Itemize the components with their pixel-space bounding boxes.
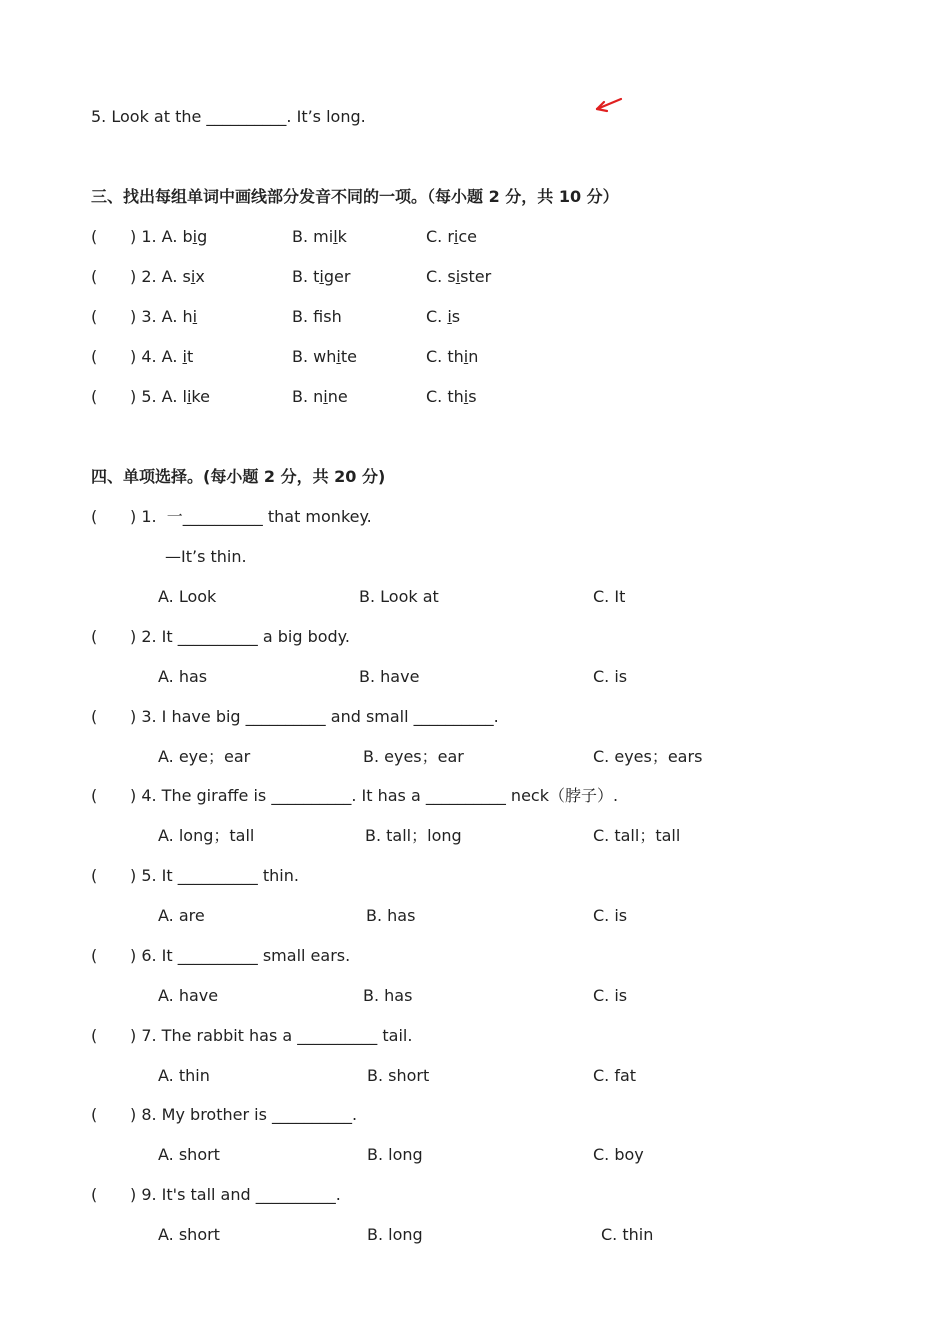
answer-paren: ( bbox=[91, 946, 98, 965]
option-a: A. short bbox=[158, 1145, 220, 1164]
option-c: C. is bbox=[593, 986, 628, 1005]
option-c: C. eyes；ears bbox=[593, 747, 703, 766]
option-c: C. tall；tall bbox=[593, 826, 681, 845]
option-c: C. boy bbox=[593, 1145, 644, 1164]
question-stem: ) 1. 一__________ that monkey. bbox=[130, 507, 372, 526]
option-a: A. thin bbox=[158, 1066, 210, 1085]
question-text: 5. Look at the __________. It’s long. bbox=[91, 107, 366, 126]
option-b: B. have bbox=[359, 667, 420, 686]
option-b: B. has bbox=[363, 986, 413, 1005]
section-title: 四、单项选择。(每小题 2 分，共 20 分) bbox=[91, 467, 386, 486]
option-c: C. thin bbox=[601, 1225, 654, 1244]
option-a: A. short bbox=[158, 1225, 220, 1244]
answer-paren: ( bbox=[91, 267, 98, 286]
option-c: C. is bbox=[593, 667, 628, 686]
option-b: B. milk bbox=[292, 227, 347, 246]
question-stem: ) 4. The giraffe is __________. It has a __________ neck（脖子）. bbox=[130, 786, 619, 805]
option-b: B. nine bbox=[292, 387, 348, 406]
question-stem: ) 9. It's tall and __________. bbox=[130, 1185, 341, 1204]
answer-paren: ( bbox=[91, 866, 98, 885]
option-c: C. thin bbox=[426, 347, 479, 366]
question-stem: ) 3. I have big __________ and small __________. bbox=[130, 707, 499, 726]
option-b: B. tall；long bbox=[365, 826, 462, 845]
option-c: C. fat bbox=[593, 1066, 637, 1085]
option-b: B. has bbox=[366, 906, 416, 925]
answer-paren: ( bbox=[91, 1105, 98, 1124]
answer-paren: ( bbox=[91, 707, 98, 726]
option-a: A. have bbox=[158, 986, 219, 1005]
answer-paren: ( bbox=[91, 507, 98, 526]
option-a: A. has bbox=[158, 667, 208, 686]
option-b: B. long bbox=[367, 1225, 423, 1244]
question-stem: ) 5. It __________ thin. bbox=[130, 866, 299, 885]
option-c: C. is bbox=[593, 906, 628, 925]
option-a: ) 3. A. hi bbox=[130, 307, 198, 326]
question-stem: ) 2. It __________ a big body. bbox=[130, 627, 350, 646]
question-stem: ) 8. My brother is __________. bbox=[130, 1105, 358, 1124]
question-stem: ) 7. The rabbit has a __________ tail. bbox=[130, 1026, 413, 1045]
option-c: C. this bbox=[426, 387, 477, 406]
option-a: A. eye；ear bbox=[158, 747, 251, 766]
option-b: B. long bbox=[367, 1145, 423, 1164]
answer-paren: ( bbox=[91, 1026, 98, 1045]
option-c: C. rice bbox=[426, 227, 478, 246]
option-a: A. are bbox=[158, 906, 205, 925]
section-title: 三、找出每组单词中画线部分发音不同的一项。（每小题 2 分，共 10 分） bbox=[91, 187, 619, 206]
answer-paren: ( bbox=[91, 347, 98, 366]
option-a: ) 1. A. big bbox=[130, 227, 208, 246]
option-b: B. tiger bbox=[292, 267, 351, 286]
option-a: A. Look bbox=[158, 587, 217, 606]
option-b: B. fsh bbox=[292, 307, 342, 326]
option-a: ) 4. A. it bbox=[130, 347, 194, 366]
option-c: C. It bbox=[593, 587, 626, 606]
answer-paren: ( bbox=[91, 627, 98, 646]
option-b: B. white bbox=[292, 347, 357, 366]
answer-paren: ( bbox=[91, 227, 98, 246]
option-c: C. is bbox=[426, 307, 461, 326]
answer-paren: ( bbox=[91, 786, 98, 805]
question-reply: —It’s thin. bbox=[165, 547, 247, 566]
question-stem: ) 6. It __________ small ears. bbox=[130, 946, 351, 965]
option-b: B. eyes；ear bbox=[363, 747, 464, 766]
answer-paren: ( bbox=[91, 307, 98, 326]
option-a: A. long；tall bbox=[158, 826, 255, 845]
option-c: C. sister bbox=[426, 267, 492, 286]
option-a: ) 5. A. like bbox=[130, 387, 210, 406]
answer-paren: ( bbox=[91, 387, 98, 406]
answer-paren: ( bbox=[91, 1185, 98, 1204]
option-a: ) 2. A. six bbox=[130, 267, 205, 286]
option-b: B. short bbox=[367, 1066, 430, 1085]
red-arrow-icon bbox=[592, 95, 624, 115]
option-b: B. Look at bbox=[359, 587, 439, 606]
